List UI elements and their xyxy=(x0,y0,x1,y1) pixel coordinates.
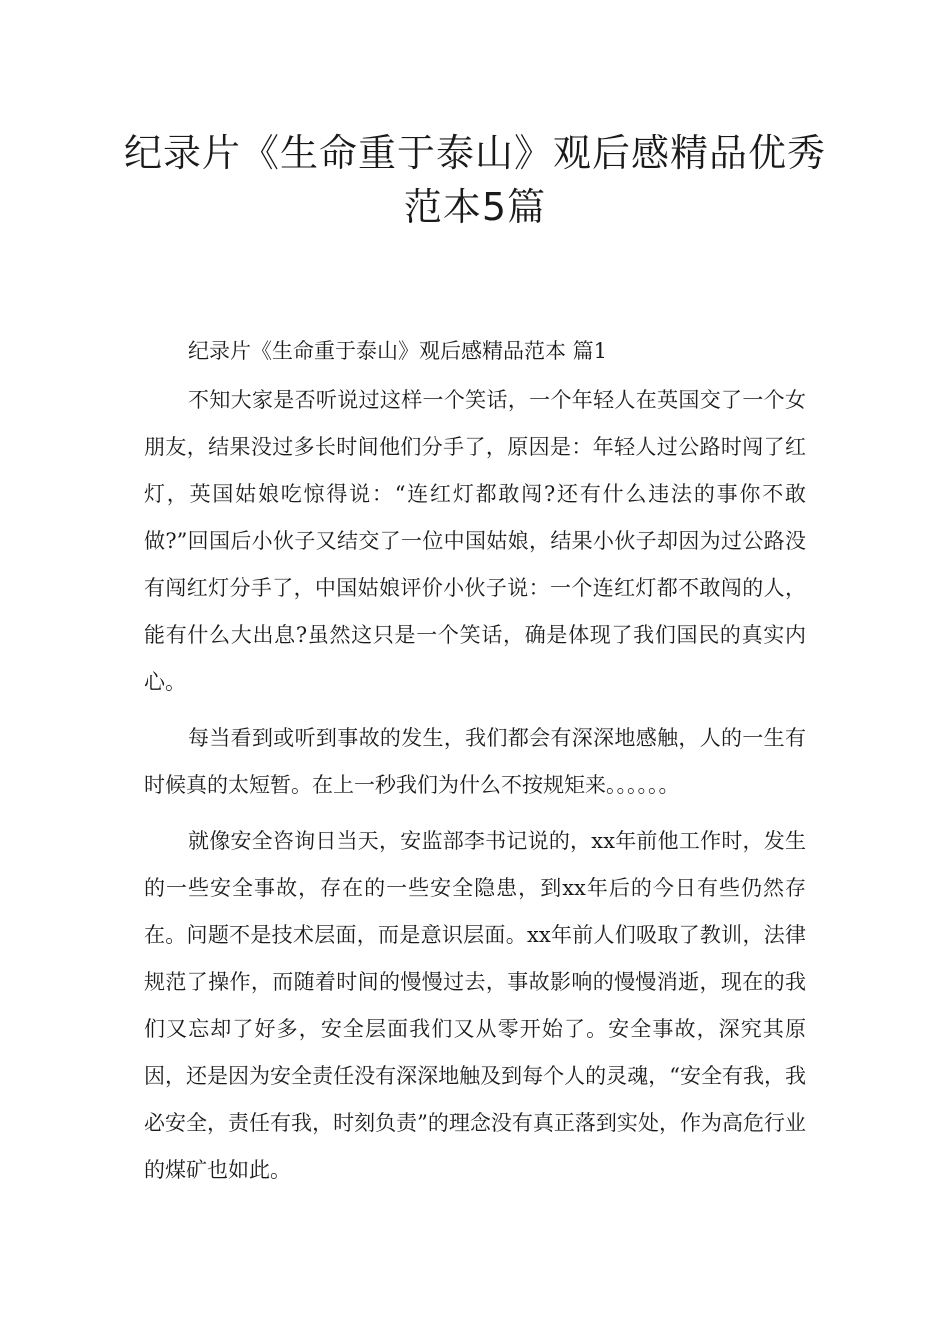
paragraph-1: 不知大家是否听说过这样一个笑话，一个年轻人在英国交了一个女朋友，结果没过多长时间他们分手了，原因是：年轻人过公路时闯了红灯，英国姑娘吃惊得说：“连红灯都敢闯?还有什么违法的事你不敢做?”回国后小伙子又结交了一位中国姑娘，结果小伙子却因为过公路没有闯红灯分手了，中国姑娘评价小伙子说：一个连红灯都不敢闯的人，能有什么大出息?虽然这只是一个笑话，确是体现了我们国民的真实内心。 xyxy=(144,388,806,694)
document-title: 纪录片《生命重于泰山》观后感精品优秀范本5篇 xyxy=(123,131,826,229)
section-heading: 纪录片《生命重于泰山》观后感精品范本 篇1 xyxy=(188,339,608,363)
paragraph-2: 每当看到或听到事故的发生，我们都会有深深地感触，人的一生有时候真的太短暂。在上一秒我们为什么不按规矩来。。。。。。 xyxy=(144,726,806,797)
document-body xyxy=(144,328,806,1203)
paragraph-3: 就像安全咨询日当天，安监部李书记说的，xx年前他工作时，发生的一些安全事故，存在的一些安全隐患，到xx年后的今日有些仍然存在。问题不是技术层面，而是意识层面。xx年前人们吸取了教训，法律规范了操作，而随着时间的慢慢过去，事故影响的慢慢消逝，现在的我们又忘却了好多，安全层面我们又从零开始了。安全事故，深究其原因，还是因为安全责任没有深深地触及到每个人的灵魂，“安全有我，我必安全，责任有我，时刻负责”的理念没有真正落到实处，作为高危行业的煤矿也如此。 xyxy=(144,829,806,1182)
